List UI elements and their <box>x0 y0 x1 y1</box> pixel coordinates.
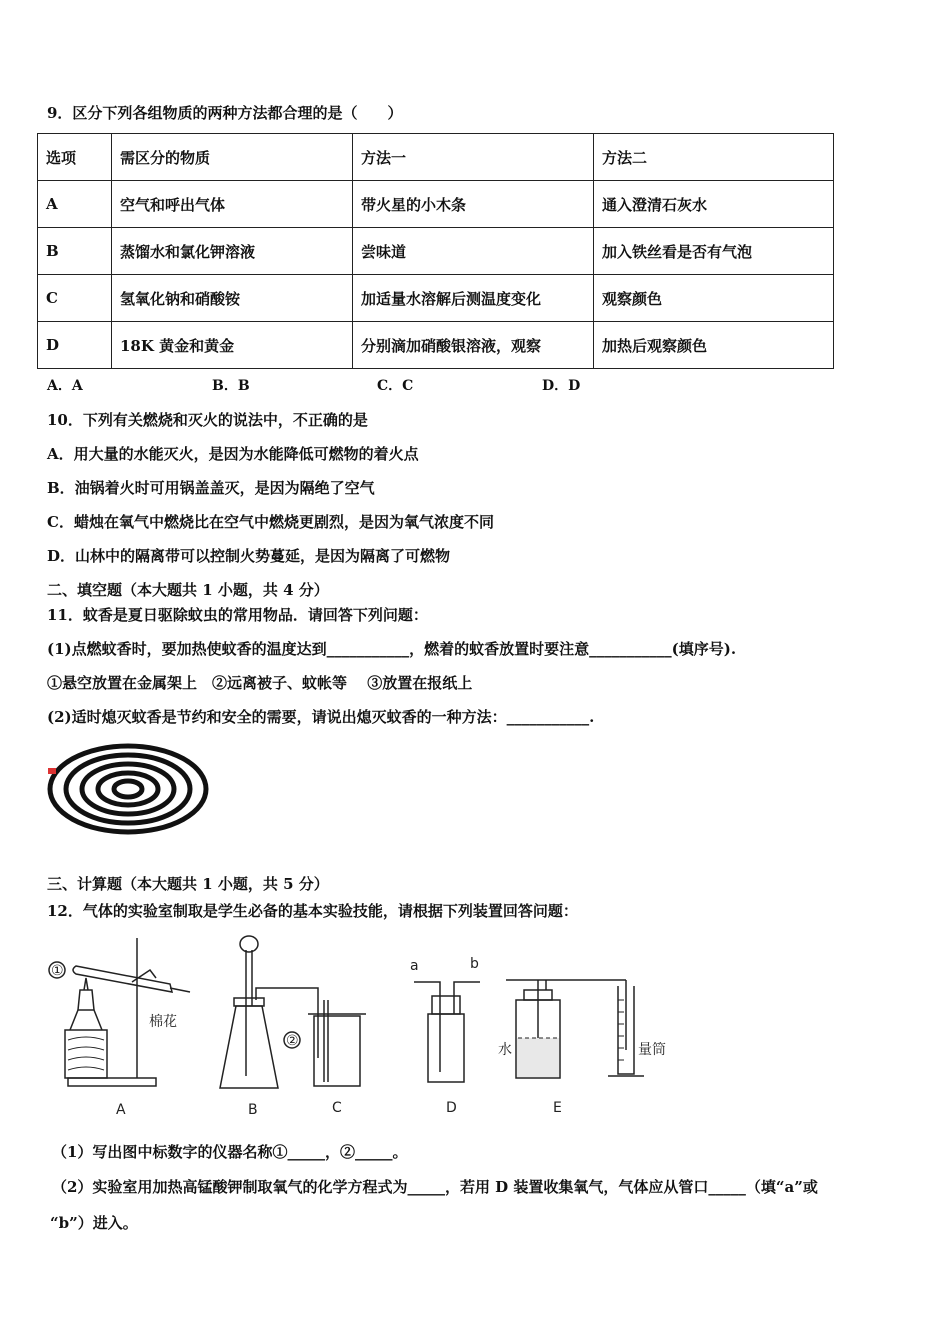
table-header-cell: 方法二 <box>594 134 834 181</box>
q9-option-d: D．D <box>542 378 581 394</box>
q11-part1: (1)点燃蚊香时，要加热使蚊香的温度达到___________，燃着的蚊香放置时要注意___________(填序号). <box>47 640 737 658</box>
table-cell: 蒸馏水和氯化钾溶液 <box>112 228 353 275</box>
table-cell: 加热后观察颜色 <box>594 322 834 369</box>
table-cell: 空气和呼出气体 <box>112 181 353 228</box>
section-2-heading: 二、填空题（本大题共 1 小题，共 4 分） <box>47 581 329 599</box>
label-b: B <box>248 1102 258 1118</box>
table-header-cell: 选项 <box>38 134 112 181</box>
label-a: A <box>116 1102 126 1118</box>
lab-apparatus-figure <box>40 930 690 1120</box>
label-cotton: 棉花 <box>149 1014 177 1030</box>
q10-option-c: C．蜡烛在氧气中燃烧比在空气中燃烧更剧烈，是因为氧气浓度不同 <box>47 513 494 531</box>
label-e: E <box>553 1100 562 1116</box>
label-pipe-a: a <box>410 958 419 974</box>
table-row <box>38 275 834 322</box>
label-d: D <box>446 1100 457 1116</box>
q10-option-d: D．山林中的隔离带可以控制火势蔓延，是因为隔离了可燃物 <box>47 547 451 565</box>
label-pipe-b: b <box>470 956 479 972</box>
apparatus-d <box>414 982 480 1082</box>
section-3-heading: 三、计算题（本大题共 1 小题，共 5 分） <box>47 875 329 893</box>
q9-option-b: B．B <box>212 378 250 394</box>
mosquito-coil-image <box>44 742 210 836</box>
apparatus-c <box>308 1000 366 1086</box>
table-cell: 18K 黄金和黄金 <box>112 322 353 369</box>
q12-part1: （1）写出图中标数字的仪器名称①_____，②_____。 <box>52 1143 408 1161</box>
table-cell: 加适量水溶解后测温度变化 <box>353 275 594 322</box>
table-header-cell: 需区分的物质 <box>112 134 353 181</box>
q9-option-c: C．C <box>377 378 414 394</box>
q12-part2-line2: “b”）进入。 <box>50 1214 138 1232</box>
table-cell: D <box>38 322 112 369</box>
table-cell: 通入澄清石灰水 <box>594 181 834 228</box>
label-circle-2: ② <box>286 1033 299 1049</box>
q12-part2-line1: （2）实验室用加热高锰酸钾制取氧气的化学方程式为_____，若用 D 装置收集氧气，气体应从管口_____（填“a”或 <box>52 1178 818 1196</box>
q10-stem: 10．下列有关燃烧和灭火的说法中，不正确的是 <box>47 411 368 429</box>
table-row <box>38 181 834 228</box>
table-row <box>38 228 834 275</box>
label-c: C <box>332 1100 342 1116</box>
table-cell: 氢氧化钠和硝酸铵 <box>112 275 353 322</box>
table-header-row <box>38 134 834 181</box>
table-cell: 观察颜色 <box>594 275 834 322</box>
q12-stem: 12．气体的实验室制取是学生必备的基本实验技能，请根据下列装置回答问题： <box>47 902 578 920</box>
q11-stem: 11．蚊香是夏日驱除蚊虫的常用物品．请回答下列问题： <box>47 606 428 624</box>
apparatus-a <box>65 938 190 1086</box>
table-row <box>38 322 834 369</box>
table-cell: 带火星的小木条 <box>353 181 594 228</box>
table-cell: A <box>38 181 112 228</box>
q9-stem: 9．区分下列各组物质的两种方法都合理的是（ ） <box>47 104 403 122</box>
q11-part2: (2)适时熄灭蚊香是节约和安全的需要，请说出熄灭蚊香的一种方法：___________. <box>47 708 595 726</box>
label-water: 水 <box>498 1042 512 1058</box>
apparatus-b <box>220 936 318 1088</box>
q10-option-b: B．油锅着火时可用锅盖盖灭，是因为隔绝了空气 <box>47 479 375 497</box>
table-cell: C <box>38 275 112 322</box>
table-cell: B <box>38 228 112 275</box>
table-cell: 分别滴加硝酸银溶液，观察 <box>353 322 594 369</box>
label-circle-1: ① <box>51 963 64 979</box>
q9-table <box>37 133 834 369</box>
label-measuring-cylinder: 量筒 <box>638 1042 666 1058</box>
table-cell: 尝味道 <box>353 228 594 275</box>
table-header-cell: 方法一 <box>353 134 594 181</box>
q10-option-a: A．用大量的水能灭火，是因为水能降低可燃物的着火点 <box>47 445 419 463</box>
q11-choices: ①悬空放置在金属架上 ②远离被子、蚊帐等 ③放置在报纸上 <box>47 674 473 692</box>
q9-option-a: A．A <box>47 378 83 394</box>
table-cell: 加入铁丝看是否有气泡 <box>594 228 834 275</box>
